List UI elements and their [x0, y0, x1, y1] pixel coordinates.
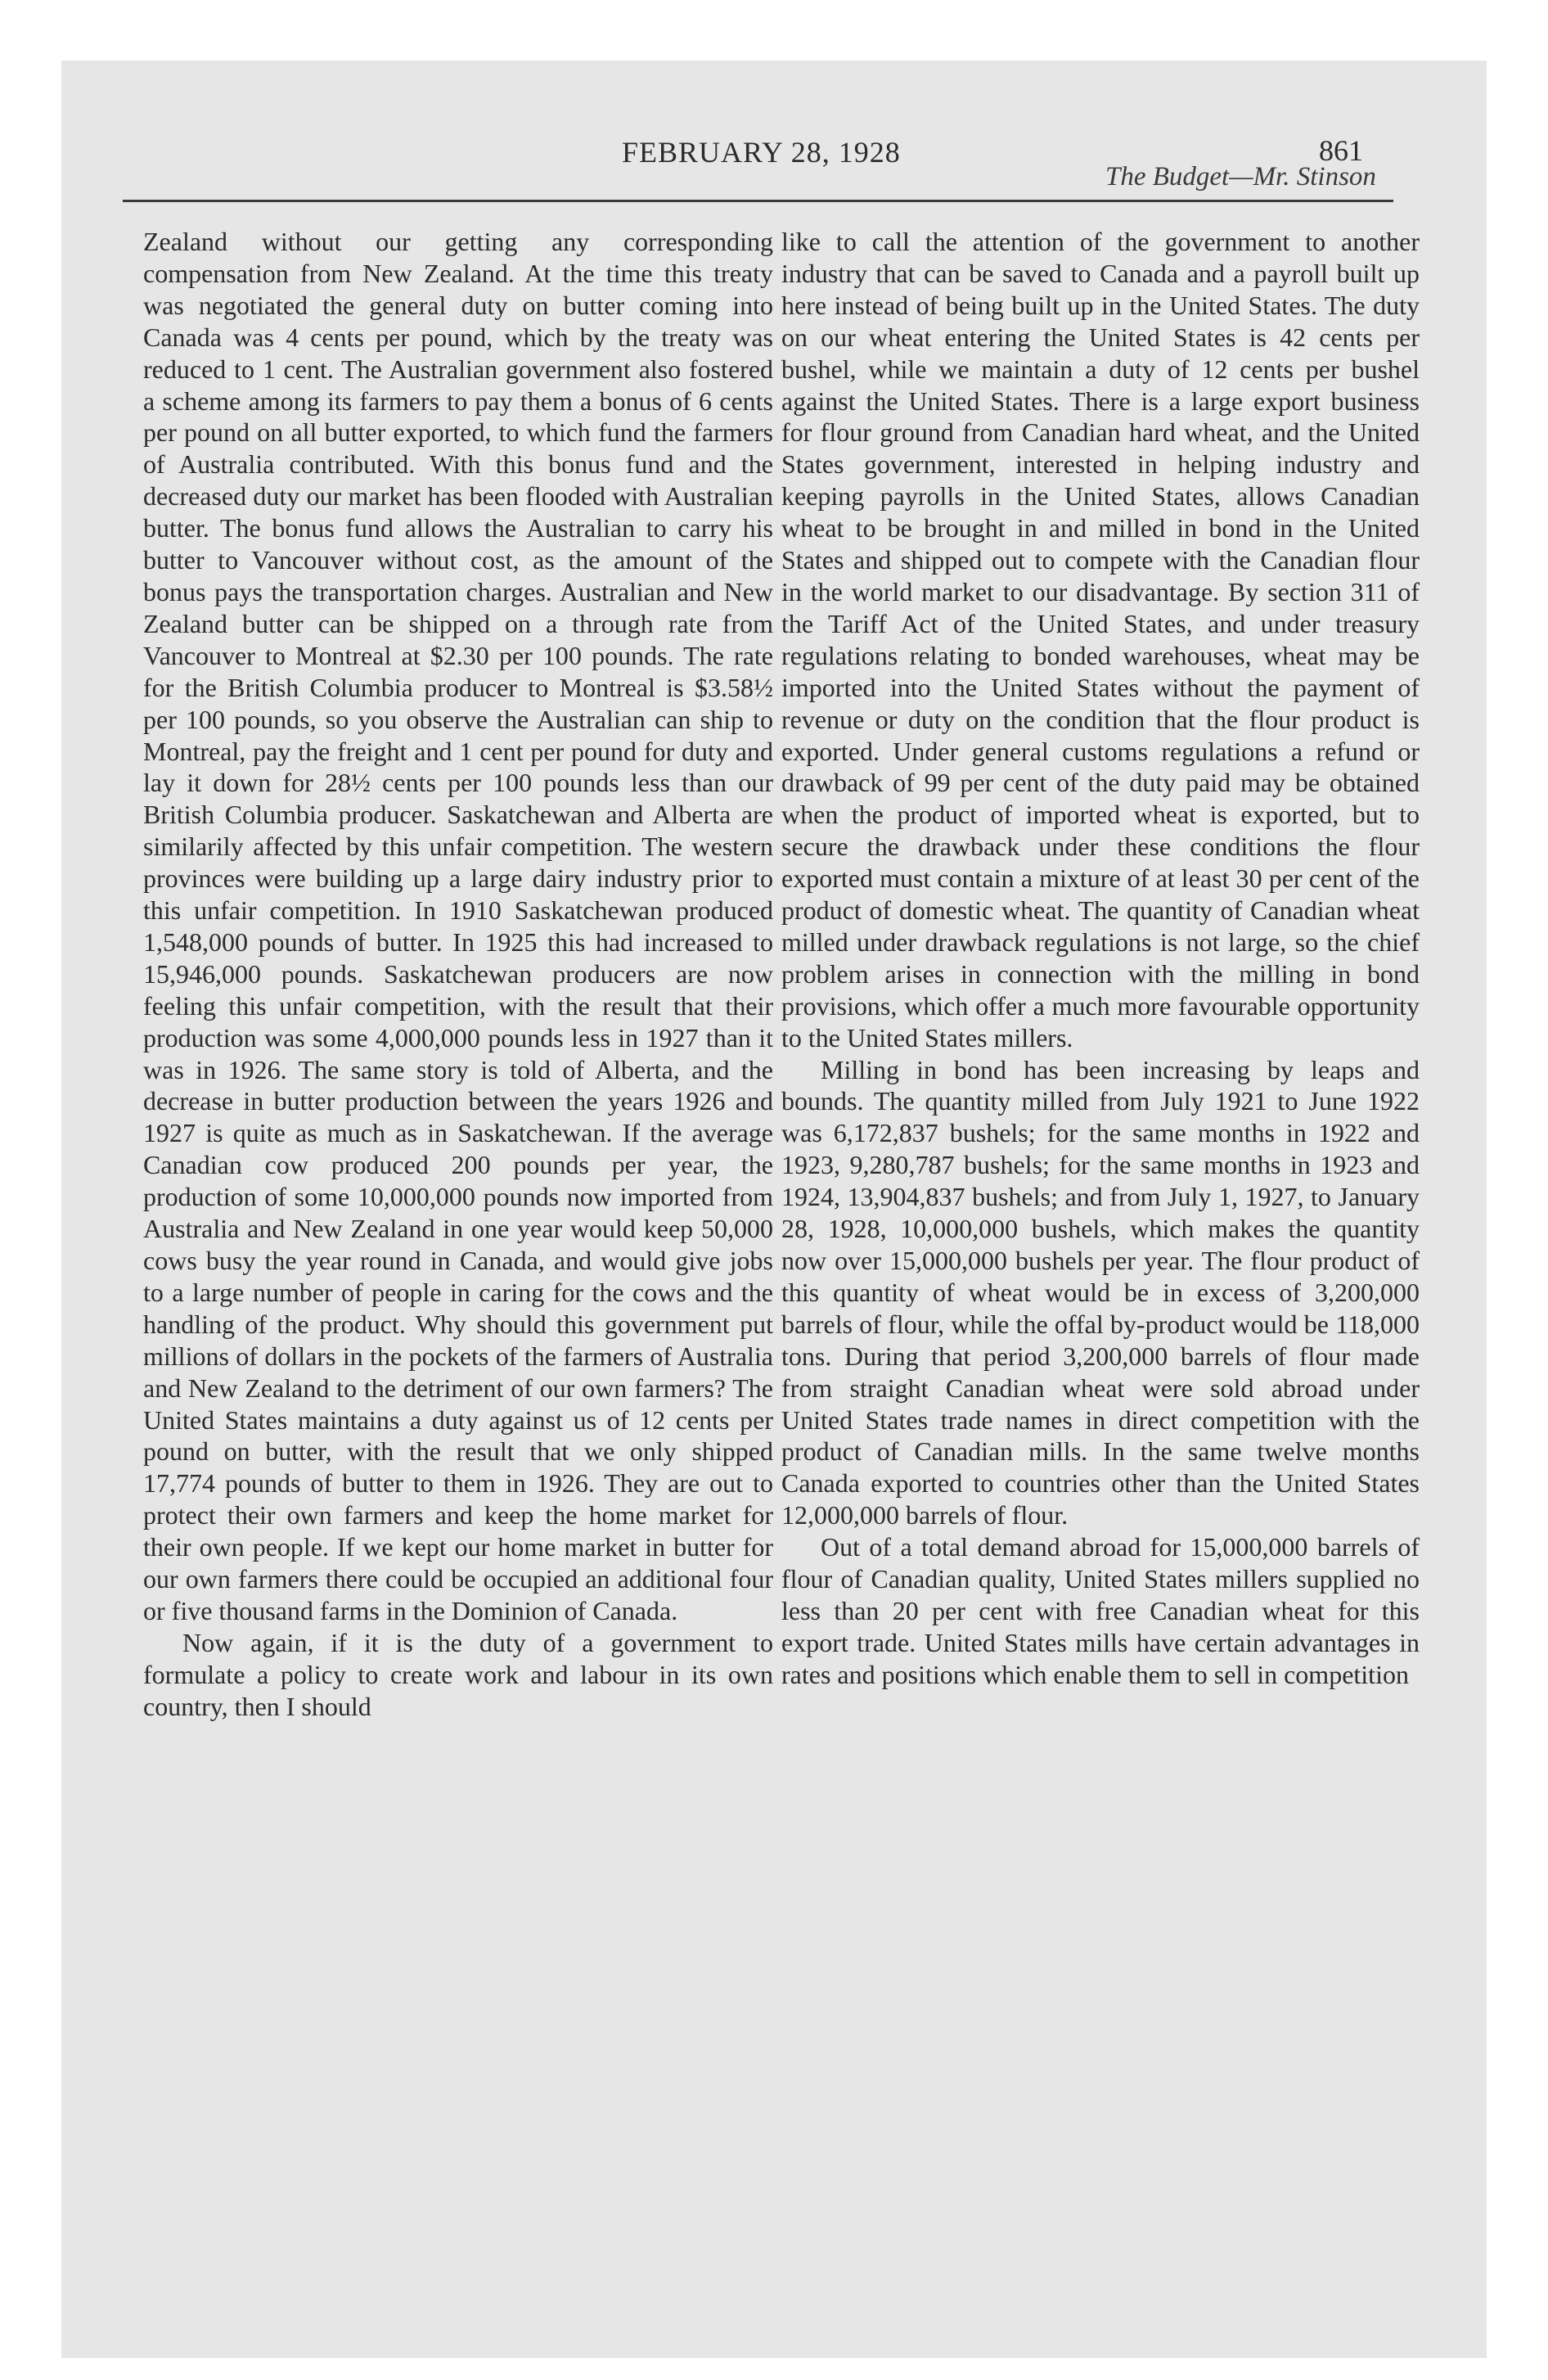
- paragraph: Milling in bond has been increasing by leaps and bounds. The quantity milled from July 1921 to June 1922 was 6,172,837 bushels; for the same months in 1922 and 1923, 9,280,787 bushels; for the same months in 1923 and 1924, 13,904,837 bushels; and from July 1, 1927, to January 28, 1928, 10,000,000 bushels, which makes the quantity now over 15,000,000 bushels per year. The flour product of this quantity of wheat would be in excess of 3,200,000 barrels of flour, while the offal by-product would be 118,000 tons. During that period 3,200,000 barrels of flour made from straight Canadian wheat were sold abroad under United States trade names in direct competition with the product of Canadian mills. In the same twelve months Canada exported to countries other than the United States 12,000,000 barrels of flour.: [781, 1054, 1420, 1530]
- paragraph: Out of a total demand abroad for 15,000,000 barrels of flour of Canadian quality, United States millers supplied no less than 20 per cent with free Canadian wheat for this export trade. United States mills have certain advantages in rates and positions which enable them to sell in competition: [781, 1532, 1420, 1689]
- page-number: 861: [1319, 134, 1363, 167]
- left-column: [143, 226, 773, 1723]
- running-subtitle: The Budget—Mr. Stinson: [1105, 162, 1376, 192]
- paragraph: Now again, if it is the duty of a government to formulate a policy to create work and labour in its own country, then I should: [143, 1627, 773, 1721]
- paragraph: Zealand without our getting any corresponding compensation from New Zealand. At the time this treaty was negotiated the general duty on butter coming into Canada was 4 cents per pound, which by the treaty was reduced to 1 cent. The Australian government also fostered a scheme among its farmers to pay them a bonus of 6 cents per pound on all butter exported, to which fund the farmers of Australia contributed. With this bonus fund and the decreased duty our market has been flooded with Australian butter. The bonus fund allows the Australian to carry his butter to Vancouver without cost, as the amount of the bonus pays the transportation charges. Australian and New Zealand butter can be shipped on a through rate from Vancouver to Montreal at $2.30 per 100 pounds. The rate for the British Columbia producer to Montreal is $3.58½ per 100 pounds, so you observe the Australian can ship to Montreal, pay the freight and 1 cent per pound for duty and lay it down for 28½ cents per 100 pounds less than our British Columbia producer. Saskatchewan and Alberta are similarily affected by this unfair competition. The western provinces were building up a large dairy industry prior to this unfair competition. In 1910 Saskatchewan produced 1,548,000 pounds of butter. In 1925 this had increased to 15,946,000 pounds. Saskatchewan producers are now feeling this unfair competition, with the result that their production was some 4,000,000 pounds less in 1927 than it was in 1926. The same story is told of Alberta, and the decrease in butter production between the years 1926 and 1927 is quite as much as in Saskatchewan. If the average Canadian cow produced 200 pounds per year, the production of some 10,000,000 pounds now imported from Australia and New Zealand in one year would keep 50,000 cows busy the year round in Canada, and would give jobs to a large number of people in caring for the cows and the handling of the product. Why should this government put millions of dollars in the pockets of the farmers of Australia and New Zealand to the detriment of our own farmers? The United States maintains a duty against us of 12 cents per pound on butter, with the result that we only shipped 17,774 pounds of butter to them in 1926. They are out to protect their own farmers and keep the home market for their own people. If we kept our home market in butter for our own farmers there could be occupied an additional four or five thousand farms in the Dominion of Canada.: [143, 227, 773, 1625]
- header-rule: [123, 200, 1393, 202]
- paragraph: like to call the attention of the government to another industry that can be saved to Canada and a payroll built up here instead of being built up in the United States. The duty on our wheat entering the United States is 42 cents per bushel, while we maintain a duty of 12 cents per bushel against the United States. There is a large export business for flour ground from Canadian hard wheat, and the United States government, interested in helping industry and keeping payrolls in the United States, allows Canadian wheat to be brought in and milled in bond in the United States and shipped out to compete with the Canadian flour in the world market to our disadvantage. By section 311 of the Tariff Act of the United States, and under treasury regulations relating to bonded warehouses, wheat may be imported into the United States without the payment of revenue or duty on the condition that the flour product is exported. Under general customs regulations a refund or drawback of 99 per cent of the duty paid may be obtained when the product of imported wheat is exported, but to secure the drawback under these conditions the flour exported must contain a mixture of at least 30 per cent of the product of domestic wheat. The quantity of Canadian wheat milled under drawback regulations is not large, so the chief problem arises in connection with the milling in bond provisions, which offer a much more favourable opportunity to the United States millers.: [781, 227, 1420, 1053]
- right-column: [781, 226, 1420, 1691]
- page-date: FEBRUARY 28, 1928: [622, 136, 901, 169]
